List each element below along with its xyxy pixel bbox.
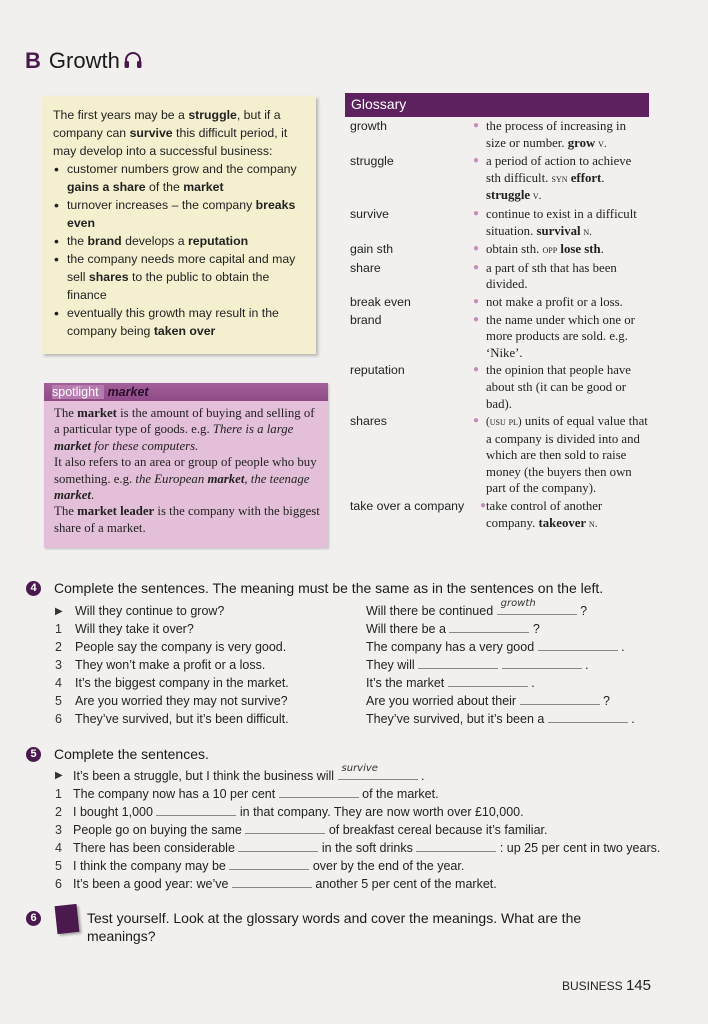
text-segment: The <box>54 504 78 519</box>
text-segment: , but if a company can <box>53 108 281 140</box>
page-footer <box>562 977 651 994</box>
page-number: 145 <box>625 977 651 994</box>
sentence-text: ? <box>529 622 540 636</box>
source-sentence: They won’t make a profit or a loss. <box>75 658 266 672</box>
glossary-term: reputation <box>350 363 405 378</box>
bullet-icon: ● <box>473 120 480 131</box>
text-segment: reputation <box>188 234 249 248</box>
text-segment: for these computers. <box>90 438 199 453</box>
answer-blank[interactable] <box>548 710 628 723</box>
sentence-text: of the market. <box>358 787 439 801</box>
glossary-definition <box>486 260 649 293</box>
sentence-text: I think the company may be <box>73 859 230 873</box>
glossary-term: take over a company <box>350 499 465 514</box>
exercise-sentence <box>73 875 497 893</box>
text-segment: the European <box>135 471 208 486</box>
text-segment: It also refers to an area or group of people who buy something. e.g. <box>54 455 317 486</box>
source-sentence: Will they continue to grow? <box>75 604 225 618</box>
sentence-text: . <box>581 658 589 672</box>
glossary-term: survive <box>350 206 389 221</box>
footer-label: BUSINESS <box>561 979 623 993</box>
target-sentence <box>366 620 540 638</box>
glossary <box>345 93 649 532</box>
intro-bullet <box>53 304 306 340</box>
glossary-definition <box>486 241 649 259</box>
text-segment: effort <box>570 170 602 185</box>
bullet-icon: ● <box>473 207 480 219</box>
sentence-text: in that company. They are now worth over £10,000. <box>236 805 524 819</box>
text-segment: the <box>67 234 88 248</box>
answer-blank[interactable] <box>497 598 577 615</box>
glossary-entry <box>345 294 649 311</box>
text-segment: , the teenage <box>244 471 310 486</box>
text-segment: (usu pl) <box>486 416 522 429</box>
item-number: 1 <box>55 622 62 636</box>
sentence-text: ? <box>599 694 610 708</box>
sentence-text: People go on buying the same <box>73 823 246 837</box>
text-segment: market leader <box>77 504 155 519</box>
source-sentence: Are you worried they may not survive? <box>75 694 288 708</box>
sentence-text: ? <box>576 604 588 618</box>
glossary-definition <box>486 413 649 497</box>
glossary-entry <box>345 241 649 259</box>
spotlight-box <box>44 383 328 548</box>
glossary-definition <box>486 206 649 240</box>
answer-blank[interactable] <box>156 803 236 816</box>
exercise-5-title: Complete the sentences. <box>54 746 209 762</box>
target-sentence <box>366 692 610 710</box>
answer-blank[interactable] <box>338 763 418 780</box>
text-segment: n. <box>586 517 598 530</box>
glossary-entry <box>345 118 649 152</box>
item-number: 3 <box>55 658 62 672</box>
text-segment: v. <box>530 190 542 203</box>
intro-box <box>42 96 316 354</box>
bullet-icon: ● <box>473 155 480 167</box>
spotlight-word: market <box>107 385 149 399</box>
handwritten-answer: growth <box>500 598 536 609</box>
sentence-text: It’s been a good year: we’ve <box>73 877 232 891</box>
intro-bullet <box>53 160 306 196</box>
sentence-text: They will <box>366 658 419 672</box>
text-segment: struggle <box>486 188 531 203</box>
answer-blank[interactable] <box>238 839 318 852</box>
sentence-text: It’s been a struggle, but I think the business will <box>73 769 338 783</box>
item-number: 1 <box>55 787 62 801</box>
text-segment: to the public to obtain the finance <box>67 270 270 302</box>
item-number: 6 <box>55 712 62 726</box>
bullet-icon: ● <box>473 295 480 307</box>
text-segment: brand <box>87 234 122 248</box>
answer-blank[interactable] <box>448 674 528 687</box>
glossary-entry <box>345 206 649 240</box>
target-sentence <box>366 598 588 620</box>
text-segment: the company needs more capital and may sell <box>67 252 296 284</box>
glossary-entry <box>345 413 649 497</box>
sentence-text: . <box>617 640 625 654</box>
sentence-text: : up 25 per cent in two years. <box>496 841 661 855</box>
section-title: Growth <box>48 48 120 73</box>
spotlight-paragraph <box>54 405 320 454</box>
glossary-entry <box>345 362 649 412</box>
glossary-term: growth <box>350 119 387 133</box>
text-segment: taken over <box>153 324 216 338</box>
example-arrow-icon: ▶ <box>55 606 63 617</box>
answer-blank[interactable] <box>232 875 312 888</box>
glossary-term: shares <box>350 414 387 429</box>
bullet-icon: ● <box>480 500 487 512</box>
glossary-entry <box>345 498 649 532</box>
text-segment: shares <box>88 270 129 284</box>
spotlight-tag: spotlight <box>52 385 104 399</box>
answer-blank[interactable] <box>538 638 618 651</box>
text-segment: market <box>54 438 91 453</box>
text-segment: develops a <box>121 234 188 248</box>
text-segment: take control of another company. <box>486 499 603 530</box>
text-segment: . <box>600 242 604 257</box>
cover-card-icon <box>55 904 80 934</box>
text-segment: the opinion that people have about sth (it can be good or bad). <box>486 363 631 411</box>
answer-blank[interactable] <box>502 656 582 669</box>
text-segment: n. <box>580 225 592 238</box>
sentence-text: There has been considerable <box>73 841 239 855</box>
text-segment: market <box>54 488 91 503</box>
answer-blank[interactable] <box>416 839 496 852</box>
spotlight-paragraph <box>54 503 320 536</box>
text-segment: market <box>207 471 245 486</box>
glossary-definition <box>486 498 649 532</box>
text-segment: continue to exist in a difficult situation. <box>486 206 637 238</box>
text-segment: customer numbers grow and the company <box>67 162 297 176</box>
spotlight-paragraph <box>54 454 320 503</box>
text-segment: the process of increasing in size or number. <box>486 119 627 150</box>
item-number: 5 <box>55 694 62 708</box>
sentence-text: Will there be a <box>366 622 450 636</box>
glossary-term: share <box>350 260 381 275</box>
exercise-sentence <box>73 857 464 875</box>
text-segment: survive <box>129 126 173 140</box>
glossary-definition <box>486 312 649 362</box>
source-sentence: People say the company is very good. <box>75 640 287 654</box>
sentence-text: Are you worried about their <box>366 694 520 708</box>
exercise-6-text: Test yourself. Look at the glossary words and cover the meanings. What are the meanings? <box>87 910 582 944</box>
item-number: 4 <box>55 841 62 855</box>
glossary-term: break even <box>350 294 411 309</box>
answer-blank[interactable] <box>520 692 600 705</box>
glossary-entry <box>345 312 649 362</box>
text-segment: market <box>77 406 117 420</box>
sentence-text: It’s the market <box>366 676 448 690</box>
text-segment: this difficult period, it may develop into a successful business: <box>53 126 288 158</box>
text-segment: not make a profit or a loss. <box>486 294 623 309</box>
sentence-text: They’ve survived, but it’s been a <box>366 712 548 726</box>
text-segment: struggle <box>188 108 237 122</box>
sentence-text: I bought 1,000 <box>73 805 157 819</box>
exercise-sentence <box>73 803 524 821</box>
text-segment: a part of sth that has been divided. <box>486 260 617 292</box>
target-sentence <box>366 710 635 728</box>
item-number: 2 <box>55 640 62 654</box>
text-segment: turnover increases – the company <box>67 198 256 212</box>
text-segment: a period of action to achieve sth difficult. <box>486 154 632 185</box>
text-segment: v. <box>595 137 607 150</box>
text-segment: The <box>54 406 78 420</box>
spotlight-header <box>44 383 328 401</box>
glossary-term: gain sth <box>350 242 394 257</box>
sentence-text: in the soft drinks <box>318 841 417 855</box>
text-segment: syn <box>551 172 568 185</box>
item-number: 3 <box>55 823 62 837</box>
sentence-text: over by the end of the year. <box>309 859 465 873</box>
text-segment: lose sth <box>560 242 601 257</box>
exercise-5-number: 5 <box>26 747 41 762</box>
item-number: 4 <box>55 676 62 690</box>
sentence-text: The company has a very good <box>366 640 538 654</box>
glossary-entry <box>345 153 649 205</box>
text-segment: There is a large <box>212 422 294 437</box>
target-sentence <box>366 638 625 656</box>
text-segment: gains a share <box>67 180 146 194</box>
bullet-icon: ● <box>473 313 480 325</box>
text-segment: is the company with the biggest share of a market. <box>54 504 320 535</box>
bullet-icon: ● <box>473 415 480 427</box>
exercise-sentence <box>73 785 439 803</box>
exercise-4-title: Complete the sentences. The meaning must be the same as in the sentences on the left. <box>54 580 604 596</box>
text-segment: opp <box>542 244 558 257</box>
text-segment: survival <box>536 223 581 238</box>
target-sentence <box>366 674 535 692</box>
text-segment: units of equal value that a company is divided into and which are then sold to raise money (the buyers then own part of the company). <box>486 414 648 496</box>
exercise-sentence <box>73 763 425 785</box>
sentence-text: . <box>627 712 635 726</box>
exercise-sentence <box>73 821 547 839</box>
bullet-icon: ● <box>473 243 480 255</box>
text-segment: The first years may be a <box>53 108 189 122</box>
text-segment: market <box>183 180 224 194</box>
glossary-term: brand <box>350 312 382 327</box>
text-segment: eventually this growth may result in the company being <box>67 306 279 338</box>
glossary-definition <box>486 153 649 205</box>
intro-paragraph <box>53 106 306 160</box>
headphones-icon[interactable] <box>123 49 143 75</box>
answer-blank[interactable] <box>449 620 529 633</box>
sentence-text: The company now has a 10 per cent <box>73 787 279 801</box>
source-sentence: They’ve survived, but it’s been difficult. <box>75 712 289 726</box>
item-number: 2 <box>55 805 62 819</box>
glossary-entry <box>345 260 649 293</box>
example-arrow-icon: ▶ <box>55 770 63 781</box>
text-segment: grow <box>567 135 596 150</box>
answer-blank[interactable] <box>245 821 325 834</box>
sentence-text: Will there be continued <box>366 604 497 618</box>
handwritten-answer: survive <box>341 763 378 774</box>
sentence-text: . <box>527 676 535 690</box>
section-letter: B <box>25 48 41 73</box>
intro-bullet <box>53 250 306 304</box>
exercise-6-number: 6 <box>26 911 41 926</box>
text-segment: is the amount of buying and selling of a particular type of goods. e.g. <box>54 406 315 437</box>
answer-blank[interactable] <box>279 785 359 798</box>
glossary-title: Glossary <box>345 93 649 117</box>
bullet-icon: ● <box>473 364 480 376</box>
target-sentence <box>366 656 589 674</box>
glossary-definition <box>486 362 649 412</box>
sentence-text: . <box>417 769 425 783</box>
text-segment: takeover <box>538 515 587 530</box>
text-segment: . <box>90 488 95 503</box>
bullet-icon: ● <box>473 261 480 273</box>
text-segment: breaks even <box>67 198 296 230</box>
text-segment: . <box>601 170 605 185</box>
sentence-text: of breakfast cereal because it’s familiar. <box>325 823 548 837</box>
answer-blank[interactable] <box>418 656 498 669</box>
text-segment: obtain sth. <box>486 242 543 257</box>
answer-blank[interactable] <box>229 857 309 870</box>
sentence-text: another 5 per cent of the market. <box>311 877 497 891</box>
item-number: 6 <box>55 877 62 891</box>
source-sentence: Will they take it over? <box>75 622 194 636</box>
glossary-definition <box>486 118 649 152</box>
spotlight-body <box>44 401 328 536</box>
glossary-definition <box>486 294 649 311</box>
glossary-term: struggle <box>350 154 394 169</box>
source-sentence: It’s the biggest company in the market. <box>75 676 289 690</box>
text-segment: the name under which one or more products are sold. e.g. ‘Nike’. <box>486 312 635 360</box>
text-segment: of the <box>145 180 184 194</box>
intro-bullets <box>53 160 306 340</box>
intro-bullet <box>53 232 306 250</box>
exercise-sentence <box>73 839 660 857</box>
intro-bullet <box>53 196 306 232</box>
item-number: 5 <box>55 859 62 873</box>
section-heading <box>25 48 143 75</box>
exercise-4-number: 4 <box>26 581 41 596</box>
